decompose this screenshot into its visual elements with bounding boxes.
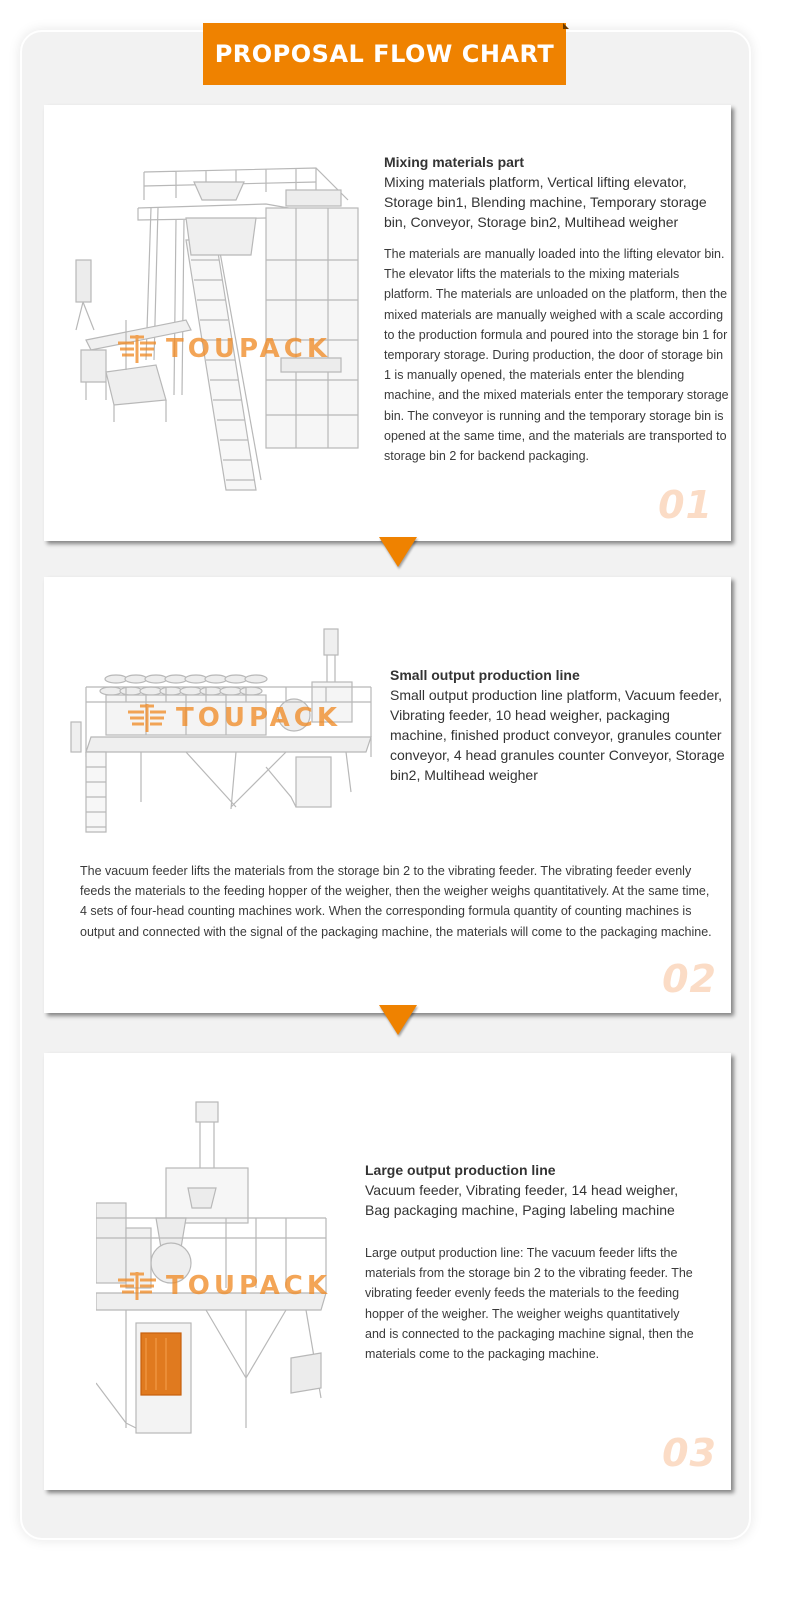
section-card-2 bbox=[44, 577, 731, 1013]
watermark bbox=[116, 1270, 331, 1302]
section-description: Large output production line: The vacuum feeder lifts the materials from the storage bin 2 to the vibrating feeder. The vibrating feeder evenly feeds the materials to the feeding hopper of the weigher. The weigher weighs quantitatively and is connected to the packaging machine signal, then the materials come to the packaging machine. bbox=[365, 1246, 694, 1362]
section-title: Large output production line bbox=[365, 1162, 556, 1178]
page-title: PROPOSAL FLOW CHART bbox=[203, 23, 566, 85]
section-items: Vacuum feeder, Vibrating feeder, 14 head weigher, Bag packaging machine, Paging labeling machine bbox=[365, 1182, 679, 1218]
banner-fold bbox=[563, 23, 569, 29]
toupack-logo-icon bbox=[116, 1270, 158, 1302]
section-items: Small output production line platform, Vacuum feeder, Vibrating feeder, 10 head weigher, packaging machine, finished product conveyor, granules counter conveyor, 4 head granules counter Conveyor, Storage bin2, Multihead weigher bbox=[390, 687, 725, 783]
step-number: 01 bbox=[658, 483, 713, 527]
watermark bbox=[126, 702, 341, 734]
section-card-3 bbox=[44, 1053, 731, 1490]
watermark-text: TOUPACK bbox=[166, 334, 331, 364]
watermark bbox=[116, 333, 331, 365]
step-number: 02 bbox=[662, 957, 717, 1001]
triangle-down-icon bbox=[379, 1005, 417, 1035]
section-card-1 bbox=[44, 105, 731, 541]
toupack-logo-icon bbox=[116, 333, 158, 365]
watermark-text: TOUPACK bbox=[176, 703, 341, 733]
section-title: Mixing materials part bbox=[384, 154, 525, 170]
toupack-logo-icon bbox=[126, 702, 168, 734]
section-description: The vacuum feeder lifts the materials from the storage bin 2 to the vibrating feeder. The vibrating feeder evenly feeds the materials to the feeding hopper of the weigher, then the weigher weighs quantitatively. At the same time, 4 sets of four-head counting machines work. When the corresponding formula quantity of counting machines is output and connected with the signal of the packaging machine, the materials will come to the packaging machine. bbox=[80, 864, 712, 939]
section-title: Small output production line bbox=[390, 667, 580, 683]
step-number: 03 bbox=[662, 1431, 717, 1475]
section-items: Mixing materials platform, Vertical lifting elevator, Storage bin1, Blending machine, Temporary storage bin, Conveyor, Storage bin2, Multihead weigher bbox=[384, 174, 707, 230]
triangle-down-icon bbox=[379, 537, 417, 567]
section-description: The materials are manually loaded into the lifting elevator bin. The elevator lifts the materials to the mixing materials platform. The materials are unloaded on the platform, then the mixed materials are manually weighed with a scale according to the production formula and poured into the storage bin 1 for temporary storage. During production, the door of storage bin 1 is manually opened, the materials enter the blending machine, and the mixed materials enter the temporary storage bin. The conveyor is running and the temporary storage bin is opened at the same time, and the materials are transported to storage bin 2 for backend packaging. bbox=[384, 247, 729, 464]
watermark-text: TOUPACK bbox=[166, 1271, 331, 1301]
